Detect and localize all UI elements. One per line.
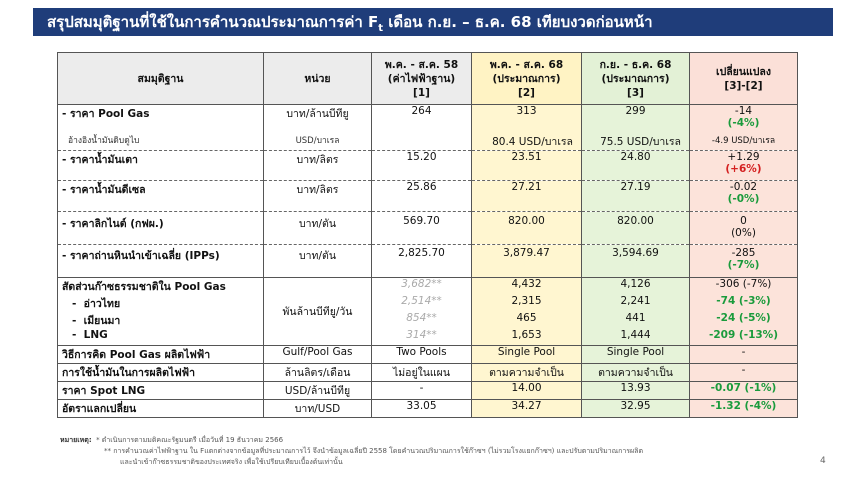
table-row: วิธีการคิด Pool Gas ผลิตไฟฟ้า Gulf/Pool Gas Two Pools Single Pool Single Pool -	[58, 346, 798, 364]
header-may-aug: พ.ค. - ส.ค. 68 (ประมาณการ) [2]	[472, 53, 582, 105]
table-row: - ราคาน้ำมันเตา บาท/ลิตร 15.20 23.51 24.80 +1.29 (+6%)	[58, 150, 798, 180]
table-row: - LNG 314** 1,653 1,444 -209 (-13%)	[58, 329, 798, 346]
footnotes: หมายเหตุ: * ดำเนินการตามมติคณะรัฐมนตรี เมื่อวันที่ 19 ธันวาคม 2566 ** การคำนวณค่าไฟฟ้าฐาน ใน Fแตกต่างจากข้อมูลที่ประมาณการไว้ จึงนำข้อมูลเฉลี่ยปี 2558 โดยคำนวณปริมาณการใช้ก๊าซฯ (ไม่รวมโรงแยกก๊าซฯ) และปรับตามปริมาณการผลิต และนำเข้าก๊าซธรรมชาติของประเทศจริง เพื่อใช้เปรียบเทียบเบื้องต้นเท่านั้น	[60, 436, 643, 466]
header-sep-dec: ก.ย. - ธ.ค. 68 (ประมาณการ) [3]	[582, 53, 690, 105]
table-row: - ราคาถ่านหินนำเข้าเฉลี่ย (IPPs) บาท/ตัน 2,825.70 3,879.47 3,594.69 -285 (-7%)	[58, 244, 798, 277]
header-base: พ.ค. - ส.ค. 58 (ค่าไฟฟ้าฐาน) [1]	[372, 53, 472, 105]
table-row: อัตราแลกเปลี่ยน บาท/USD 33.05 34.27 32.95 -1.32 (-4%)	[58, 400, 798, 418]
header-unit: หน่วย	[264, 53, 372, 105]
table-row: - ราคาลิกไนต์ (กฟผ.) บาท/ตัน 569.70 820.00 820.00 0 (0%)	[58, 211, 798, 244]
assumptions-table	[57, 52, 798, 418]
table-row: - ราคา Pool Gas บาท/ล้านบีทียู 264 313 299 -14 (-4%)	[58, 105, 798, 133]
table-row: - เมียนมา 854** 465 441 -24 (-5%)	[58, 312, 798, 329]
page-number: 4	[820, 456, 826, 466]
header-assumption: สมมุติฐาน	[58, 53, 264, 105]
title-bar	[33, 8, 833, 36]
header-row	[58, 53, 798, 105]
page-title: สรุปสมมุติฐานที่ใช้ในการคำนวณประมาณการค่า $F_t$ เดือน ก.ย. – ธ.ค. 68 เทียบงวดก่อนหน้า	[47, 13, 653, 34]
table-row: อ้างอิงน้ำมันดิบดูไบ USD/บาเรล 80.4 USD/บาเรล 75.5 USD/บาเรล -4.9 USD/บาเรล	[58, 133, 798, 151]
table-row: - ราคาน้ำมันดีเซล บาท/ลิตร 25.86 27.21 27.19 -0.02 (-0%)	[58, 180, 798, 211]
table-row: - อ่าวไทย 2,514** 2,315 2,241 -74 (-3%)	[58, 295, 798, 312]
table-row: สัดส่วนก๊าซธรรมชาติใน Pool Gas พันล้านบีทียู/วัน 3,682** 4,432 4,126 -306 (-7%)	[58, 277, 798, 295]
header-change: เปลี่ยนแปลง [3]-[2]	[690, 53, 798, 105]
table-row: ราคา Spot LNG USD/ล้านบีทียู - 14.00 13.93 -0.07 (-1%)	[58, 382, 798, 400]
assumptions-table-container	[57, 52, 797, 418]
table-row: การใช้น้ำมันในการผลิตไฟฟ้า ล้านลิตร/เดือน ไม่อยู่ในแผน ตามความจำเป็น ตามความจำเป็น -	[58, 364, 798, 382]
